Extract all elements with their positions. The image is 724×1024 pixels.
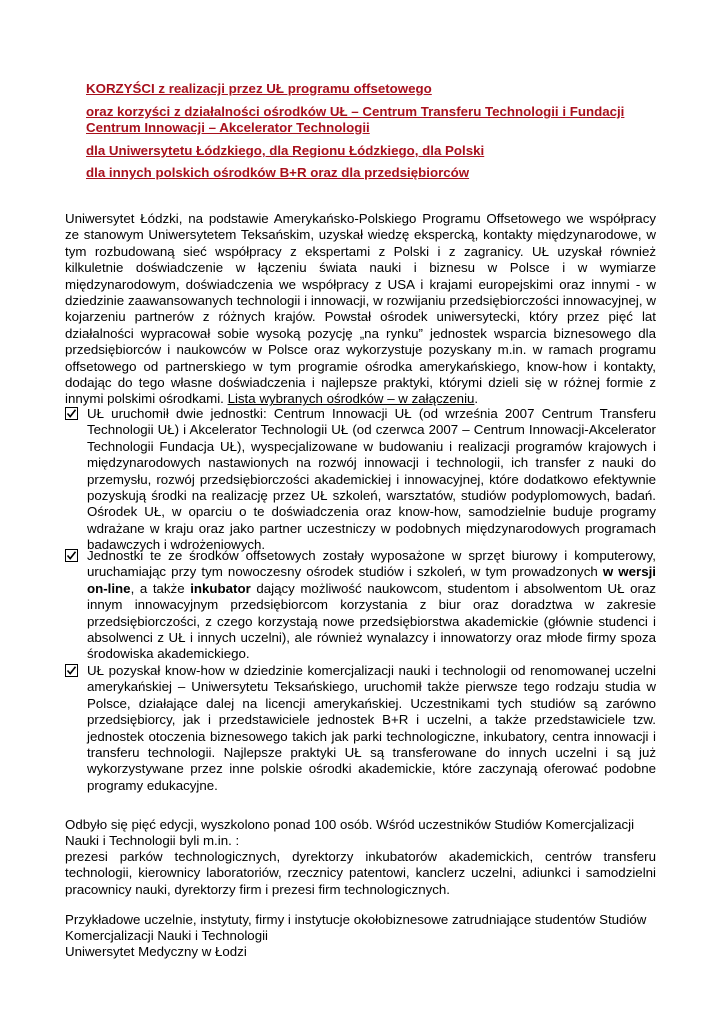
checkbox-checked-icon [65, 664, 78, 677]
bullet-paragraph-3: UŁ pozyskał know-how w dziedzinie komercjalizacji nauki i technologii od renomowanej uczelni amerykańskiej – Uniwersytetu Teksańskiego, uruchomił także pierwsze tego rodzaju studia w Polsce, działające dalej na licencji amerykańskiej. Uczestnikami tych studiów są zarówno przedsiębiorcy, jak i przedstawiciele jednostek B+R i uczelni, a także przedstawiciele tzw. jednostek otoczenia biznesowego takich jak parki technologiczne, inkubatory, centra innowacji i transferu technologii. Najlepsze praktyki UŁ są transferowane do innych uczelni i są już wykorzystywane przez inne polskie ośrodki akademickie, które zaczynają oferować podobne programy edukacyjne. [87, 663, 656, 793]
stats-paragraph: Odbyło się pięć edycji, wyszkolono ponad 100 osób. Wśród uczestników Studiów Komercjalizacji Nauki i Technologii byli m.in. : [65, 817, 635, 849]
heading-line-3: dla Uniwersytetu Łódzkiego, dla Regionu Łódzkiego, dla Polski [86, 143, 485, 158]
examples-first-item: Uniwersytet Medyczny w Łodzi [65, 944, 247, 959]
heading-line-2: oraz korzyści z działalności ośrodków UŁ – Centrum Transferu Technologii i Fundacji Centrum Innowacji – Akcelerator Technologii [86, 104, 625, 135]
bullet-2-bold-online: w wersji on-line [87, 564, 656, 596]
checkbox-checked-icon [65, 549, 78, 562]
checkbox-checked-icon [65, 407, 78, 420]
examples-intro: Przykładowe uczelnie, instytuty, firmy i instytucje okołobiznesowe zatrudniające studentów Studiów Komercjalizacji Nauki i Technologii [65, 912, 647, 944]
heading-line-4: dla innych polskich ośrodków B+R oraz dla przedsiębiorców [86, 165, 470, 180]
intro-text: Uniwersytet Łódzki, na podstawie Amerykańsko-Polskiego Programu Offsetowego we współpracy ze stanowym Uniwersytetem Teksańskim, uzyskał wiedzę ekspercką, kontakty międzynarodowe, w tym rozbudowaną sieć współpracy z ekspertami z Polski i z zagranicy. UŁ uzyskał również kilkuletnie doświadczenie w łączeniu świata nauki i biznesu w Polsce i w wymiarze międzynarodowym, doświadczenia we współpracy z USA i krajami europejskimi oraz innymi - w dziedzinie zaawansowanych technologii i innowacji, w rozwijaniu przedsiębiorczości innowacyjnej, w kojarzeniu partnerów z różnych krajów. Powstał ośrodek uniwersytecki, który przez pięć lat działalności wypracował sobie wysoką pozycję „na rynku” jednostek wsparcia biznesowego dla przedsiębiorców i naukowców w Polsce oraz wykorzystuje pozyskany m.in. w ramach programu offsetowego od partnerskiego w tym programie ośrodka amerykańskiego, know-how i kontakty, dodając do tego własne doświadczenia i najlepsze praktyki, którymi dzieli się w różnej formie z innymi polskimi ośrodkami. [65, 211, 656, 407]
bullet-paragraph-1: UŁ uruchomił dwie jednostki: Centrum Innowacji UŁ (od września 2007 Centrum Transferu Technologii UŁ) i Akcelerator Technologii UŁ (od czerwca 2007 – Centrum Innowacji-Akcelerator Technologii Fundacja UŁ), wyspecjalizowane w budowaniu i realizacji programów krajowych i międzynarodowych nastawionych na rozwój innowacji i technologii, ich transfer z nauki do przemysłu, rozwój przedsiębiorczości akademickiej i innowacyjnej, które dodatkowo efektywnie pozyskują środki na realizację przez UŁ szkoleń, warsztatów, studiów podyplomowych, badań. Ośrodek UŁ, w oparciu o te doświadczenia oraz know-how, samodzielnie buduje programy wdrażane w kraju oraz jako partner uczestniczy w podobnych międzynarodowych programach badawczych i wdrożeniowych. [87, 406, 656, 553]
heading-line-1: KORZYŚCI z realizacji przez UŁ programu offsetowego [86, 81, 432, 96]
intro-end: . [474, 391, 479, 407]
attachment-link-text: Lista wybranych ośrodków – w załączeniu [227, 391, 475, 407]
bullet-2-part-1: Jednostki te ze środków offsetowych zostały wyposażone w sprzęt biurowy i komputerowy, uruchamiając przy tym nowoczesny ośrodek studiów i szkoleń, w tym prowadzonych [87, 548, 656, 580]
bullet-paragraph-2 [87, 548, 656, 663]
bullet-2-part-3: dający możliwość naukowcom, studentom i absolwentom UŁ oraz innym innowacyjnym przedsiębiorcom korzystania z biur oraz doradztwa w zakresie przedsiębiorczości, z czego korzystają nowe przedsiębiorstwa akademickie (głównie studenci i absolwenci z UŁ i innych uczelni), ale również wynalazcy i innowatorzy oraz młode firmy spoza środowiska akademickiego. [87, 580, 656, 662]
bullet-2-bold-incubator: inkubator [190, 580, 251, 596]
bullet-2-part-2: , a także [130, 580, 191, 596]
intro-paragraph [65, 211, 656, 408]
participants-paragraph: prezesi parków technologicznych, dyrektorzy inkubatorów akademickich, centrów transferu technologii, kierownicy laboratoriów, rzecznicy patentowi, kanclerz uczelni, adiunkci i samodzielni pracownicy nauki, dyrektorzy firm i prezesi firm technologicznych. [65, 849, 656, 897]
